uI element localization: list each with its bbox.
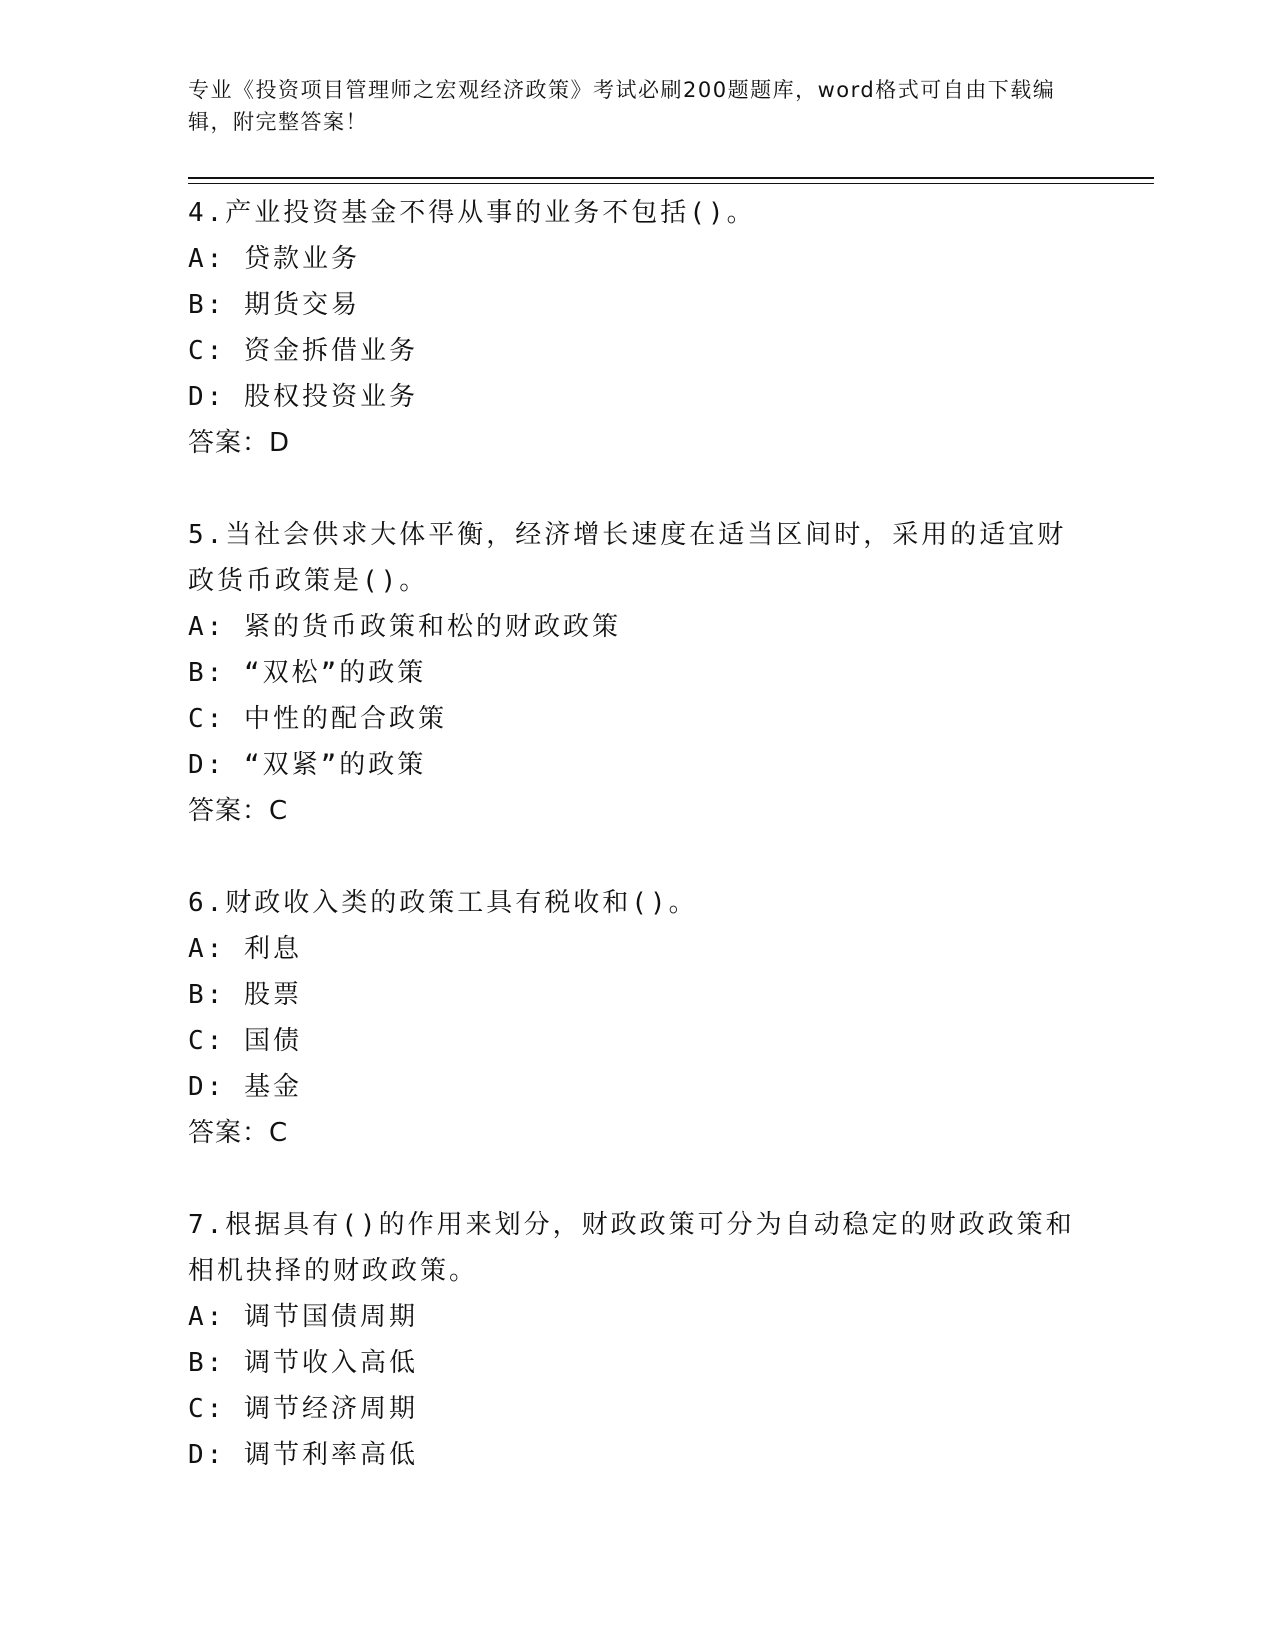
header-divider-thick [188,177,1154,179]
option-c: C: 国债 [188,1026,302,1056]
question-6 [188,880,1088,1156]
option-c: C: 资金拆借业务 [188,336,418,366]
document-header: 专业《投资项目管理师之宏观经济政策》考试必刷200题题库，word格式可自由下载编辑，附完整答案！ [188,78,1056,134]
option-d: D: 股权投资业务 [188,382,418,412]
option-a: A: 紧的货币政策和松的财政政策 [188,612,621,642]
option-a: A: 利息 [188,934,302,964]
option-b: B: 期货交易 [188,290,360,320]
header-divider-thin [188,183,1154,184]
option-d: D: 基金 [188,1072,302,1102]
question-7 [188,1202,1088,1478]
question-list [188,190,1088,1524]
question-4 [188,190,1088,466]
question-5 [188,512,1088,834]
option-c: C: 中性的配合政策 [188,704,447,734]
option-b: B: 调节收入高低 [188,1348,418,1378]
option-b: B: 股票 [188,980,302,1010]
option-b: B: “双松”的政策 [188,658,427,688]
question-stem: 7.根据具有()的作用来划分，财政政策可分为自动稳定的财政政策和相机抉择的财政政策。 [188,1210,1075,1286]
answer: 答案：D [188,428,291,458]
option-a: A: 调节国债周期 [188,1302,418,1332]
answer: 答案：C [188,796,289,826]
question-stem: 4.产业投资基金不得从事的业务不包括()。 [188,198,756,228]
option-d: D: 调节利率高低 [188,1440,418,1470]
option-a: A: 贷款业务 [188,244,360,274]
option-c: C: 调节经济周期 [188,1394,418,1424]
answer: 答案：C [188,1118,289,1148]
option-d: D: “双紧”的政策 [188,750,427,780]
question-stem: 5.当社会供求大体平衡，经济增长速度在适当区间时，采用的适宜财政货币政策是()。 [188,520,1067,596]
question-stem: 6.财政收入类的政策工具有税收和()。 [188,888,698,918]
